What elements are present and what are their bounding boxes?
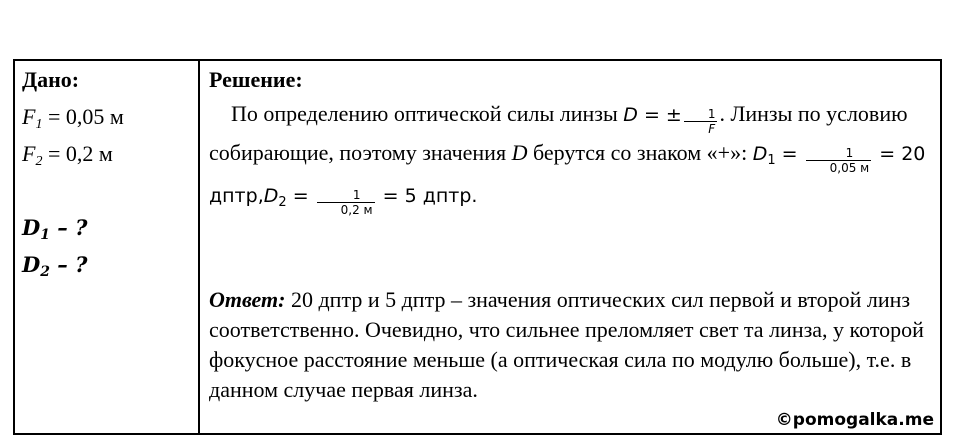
fraction-d1: $\frac{1}{0,05 м}$	[806, 146, 872, 175]
fraction-one-over-f: $\frac{1}{F}$	[684, 107, 718, 136]
solution-table	[13, 59, 942, 435]
solution-column	[209, 63, 929, 220]
given-f2: $F_2 = 0,2$ м	[22, 141, 113, 169]
answer-block	[209, 285, 929, 405]
given-title: Дано:	[22, 67, 80, 92]
solution-paragraph: По определению оптической силы линзы D = ± $\frac{1}{F}$ . Линзы по условию собирающие, поэтому значения D берутся со знаком «+»: $D_1$ = $\frac{1}{0,05 м}$ = 20 $дптр,D_2$ = $\frac{1}{0,2 м}$ = 5 дптр.	[209, 101, 926, 217]
formula-d: D	[623, 104, 638, 126]
d1-symbol: $D_1$	[752, 143, 776, 168]
given-f1: $F_1 = 0,05$ м	[22, 104, 124, 132]
d2-symbol: $D_2$	[263, 185, 287, 210]
solution-title: Решение:	[209, 67, 303, 92]
spacer-line	[22, 174, 192, 211]
given-column	[22, 63, 192, 285]
fraction-d2: $\frac{1}{0,2 м}$	[317, 188, 375, 217]
find-d2: $D_2$ – ?	[22, 252, 88, 280]
find-d1: $D_1$ – ?	[22, 215, 88, 243]
answer-text: 20 дптр и 5 дптр – значения оптических сил первой и второй линз соответственно. Очевидно, что сильнее преломляет свет та линза, у которой фокусное расстояние меньше (а оптическая сила по модулю больше), т.е. в данном случае первая линза.	[209, 287, 924, 402]
watermark: ©pomogalka.me	[775, 410, 934, 430]
answer-label: Ответ:	[209, 287, 286, 312]
column-divider	[198, 61, 200, 433]
